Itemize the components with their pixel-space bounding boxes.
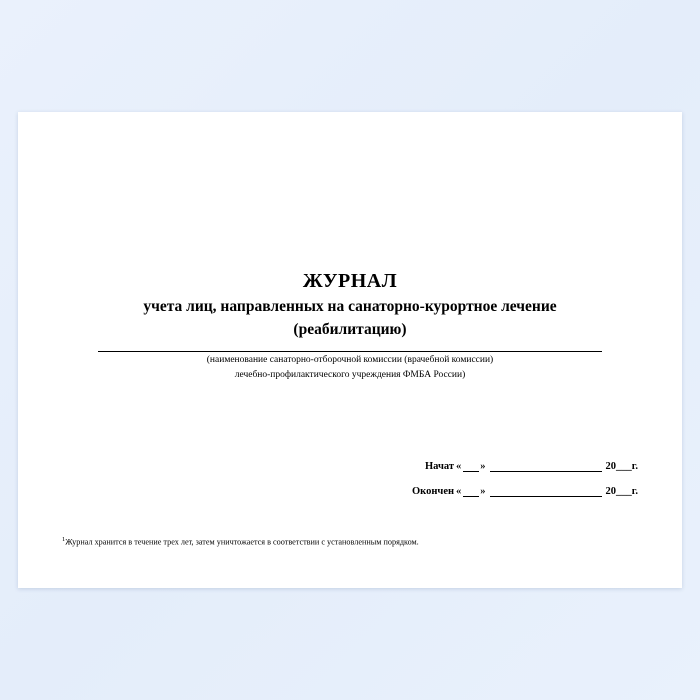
finished-row bbox=[338, 485, 638, 497]
finished-day-field bbox=[463, 485, 479, 497]
document-title: ЖУРНАЛ bbox=[302, 270, 398, 292]
finished-year-label: 20___г. bbox=[605, 486, 638, 497]
institution-caption-line-2: лечебно-профилактического учреждения ФМБА России) bbox=[234, 369, 466, 380]
footnote-text: Журнал хранится в течение трех лет, затем уничтожается в соответствии с установленным порядком. bbox=[65, 537, 419, 547]
started-label: Начат bbox=[424, 461, 455, 472]
document-subtitle-line-2: (реабилитацию) bbox=[293, 321, 407, 339]
started-quote-close: » bbox=[480, 461, 486, 472]
title-block bbox=[18, 270, 682, 340]
started-row bbox=[338, 460, 638, 472]
finished-quote-close: » bbox=[480, 486, 486, 497]
started-year-label: 20___г. bbox=[605, 461, 638, 472]
document-subtitle-line-1: учета лиц, направленных на санаторно-курортное лечение bbox=[143, 298, 557, 315]
finished-quote-open: « bbox=[456, 486, 462, 497]
footnote bbox=[62, 536, 419, 547]
dates-block bbox=[338, 460, 638, 510]
started-month-field bbox=[490, 460, 602, 472]
institution-caption-line-1: (наименование санаторно-отборочной комиссии (врачебной комиссии) bbox=[206, 355, 494, 365]
footnote-marker: 1 bbox=[62, 536, 66, 543]
document-page bbox=[18, 112, 682, 588]
institution-fill-line bbox=[98, 350, 602, 352]
finished-label: Окончен bbox=[412, 486, 455, 497]
institution-fill-block bbox=[98, 350, 602, 382]
started-quote-open: « bbox=[456, 461, 462, 472]
started-day-field bbox=[463, 460, 479, 472]
finished-month-field bbox=[490, 485, 602, 497]
document-page-content bbox=[18, 112, 682, 588]
